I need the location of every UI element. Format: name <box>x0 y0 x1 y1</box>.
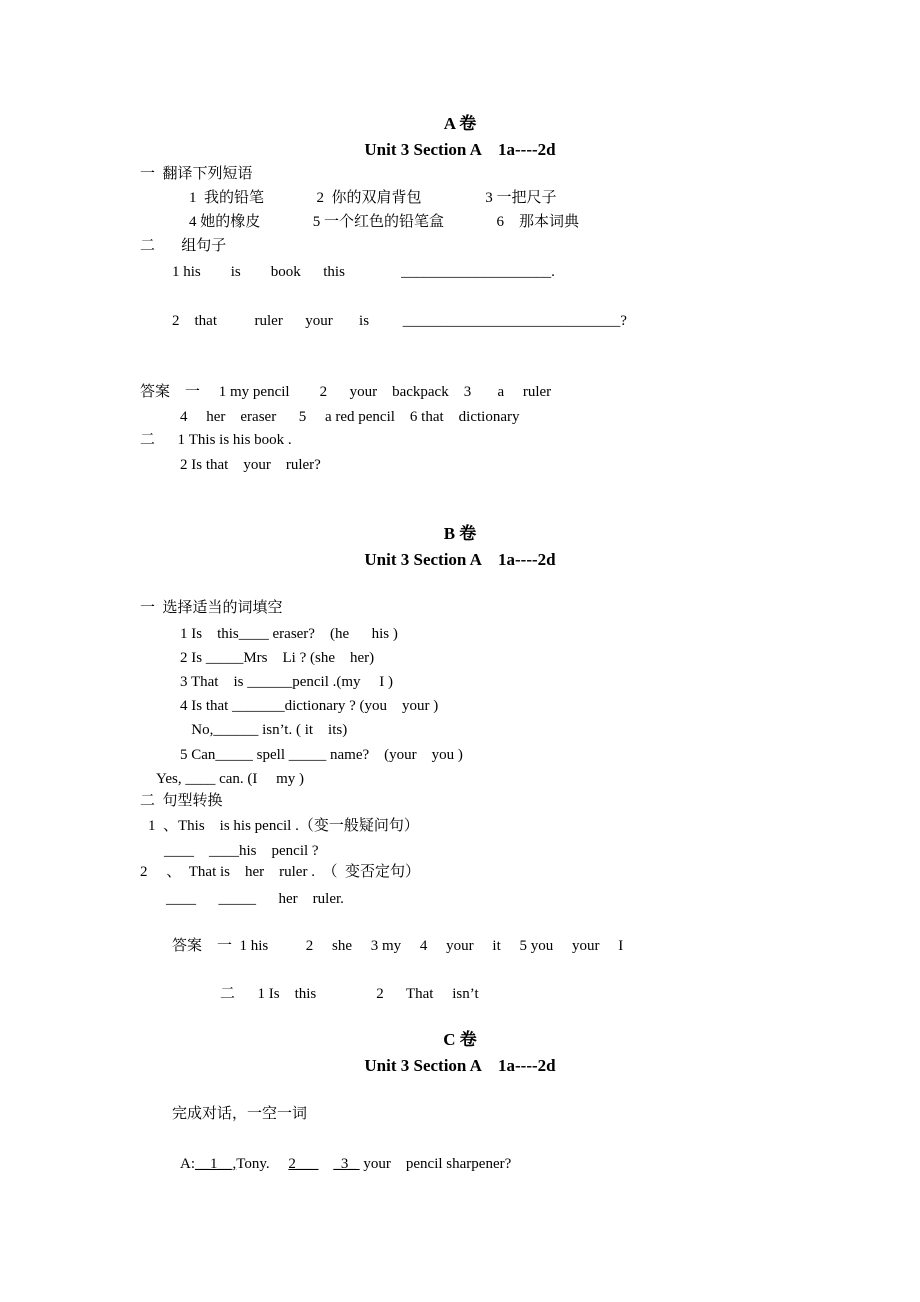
section-b-q2-item2: 2 、 That is her ruler . （ 变否定句） <box>140 864 420 880</box>
section-a-q1-heading: 一 翻译下列短语 <box>140 166 253 182</box>
section-b-subtitle: Unit 3 Section A 1a----2d <box>364 550 556 569</box>
dialog-spacer <box>318 1156 333 1172</box>
section-a-answer-line3: 二 1 This is his book . <box>140 432 292 448</box>
section-a-answer-line2: 4 her eraser 5 a red pencil 6 that dictionary <box>180 409 520 425</box>
dialog-text: your pencil sharpener? <box>359 1156 512 1172</box>
section-a-q2-item1: 1 his is book this ____________________. <box>172 264 555 280</box>
section-b-q1-item: 3 That is ______pencil .(my I ) <box>180 674 394 690</box>
section-c-dialog-line <box>180 1155 511 1173</box>
section-a-title: A 卷 <box>443 114 477 133</box>
speaker-label: A: <box>180 1156 195 1172</box>
section-a-q2-item2: 2 that ruler your is _____________________________? <box>172 313 627 329</box>
section-b-q1-heading: 一 选择适当的词填空 <box>140 600 283 616</box>
section-b-title: B 卷 <box>443 524 477 543</box>
section-a-answer-line4: 2 Is that your ruler? <box>180 457 321 473</box>
section-a-q2-heading: 二 组句子 <box>140 238 227 254</box>
section-b-q1-item: 4 Is that _______dictionary ? (you your ) <box>180 698 439 714</box>
section-b-q2-item1-blank: ____ ____his pencil ? <box>164 843 319 859</box>
section-b-answer-line2: 二 1 Is this 2 That isn’t <box>220 986 479 1002</box>
section-b-q2-item1: 1 、This is his pencil .（变一般疑问句） <box>148 818 419 834</box>
section-a-q1-row2: 4 她的橡皮 5 一个红色的铅笔盒 6 那本词典 <box>189 214 580 230</box>
section-b-q1-item: 2 Is _____Mrs Li ? (she her) <box>180 650 375 666</box>
section-a-q1-row1: 1 我的铅笔 2 你的双肩背包 3 一把尺子 <box>189 190 557 206</box>
section-a-subtitle: Unit 3 Section A 1a----2d <box>364 140 556 159</box>
blank-1: __1__, <box>195 1156 237 1172</box>
section-b-answer-line1: 答案 一 1 his 2 she 3 my 4 your it 5 you your I <box>172 938 624 954</box>
section-c-subtitle: Unit 3 Section A 1a----2d <box>364 1056 556 1075</box>
section-c-instruction: 完成对话，一空一词 <box>172 1106 308 1122</box>
section-b-q1-item: 1 Is this____ eraser? (he his ) <box>180 626 398 642</box>
section-b-q2-item2-blank: ____ _____ her ruler. <box>166 891 344 907</box>
section-b-q1-item-last: Yes, ____ can. (I my ) <box>156 771 305 787</box>
blank-3: _3_ <box>333 1156 360 1172</box>
section-b-q2-heading: 二 句型转换 <box>140 793 223 809</box>
section-c-title: C 卷 <box>443 1030 477 1049</box>
dialog-text: Tony. <box>236 1156 289 1172</box>
section-b-q1-item: 5 Can_____ spell _____ name? (your you ) <box>180 747 463 763</box>
blank-2: 2___ <box>288 1156 319 1172</box>
section-a-answer-line1: 答案 一 1 my pencil 2 your backpack 3 a ruler <box>140 384 552 400</box>
section-b-q1-item: No,______ isn’t. ( it its) <box>180 722 348 738</box>
